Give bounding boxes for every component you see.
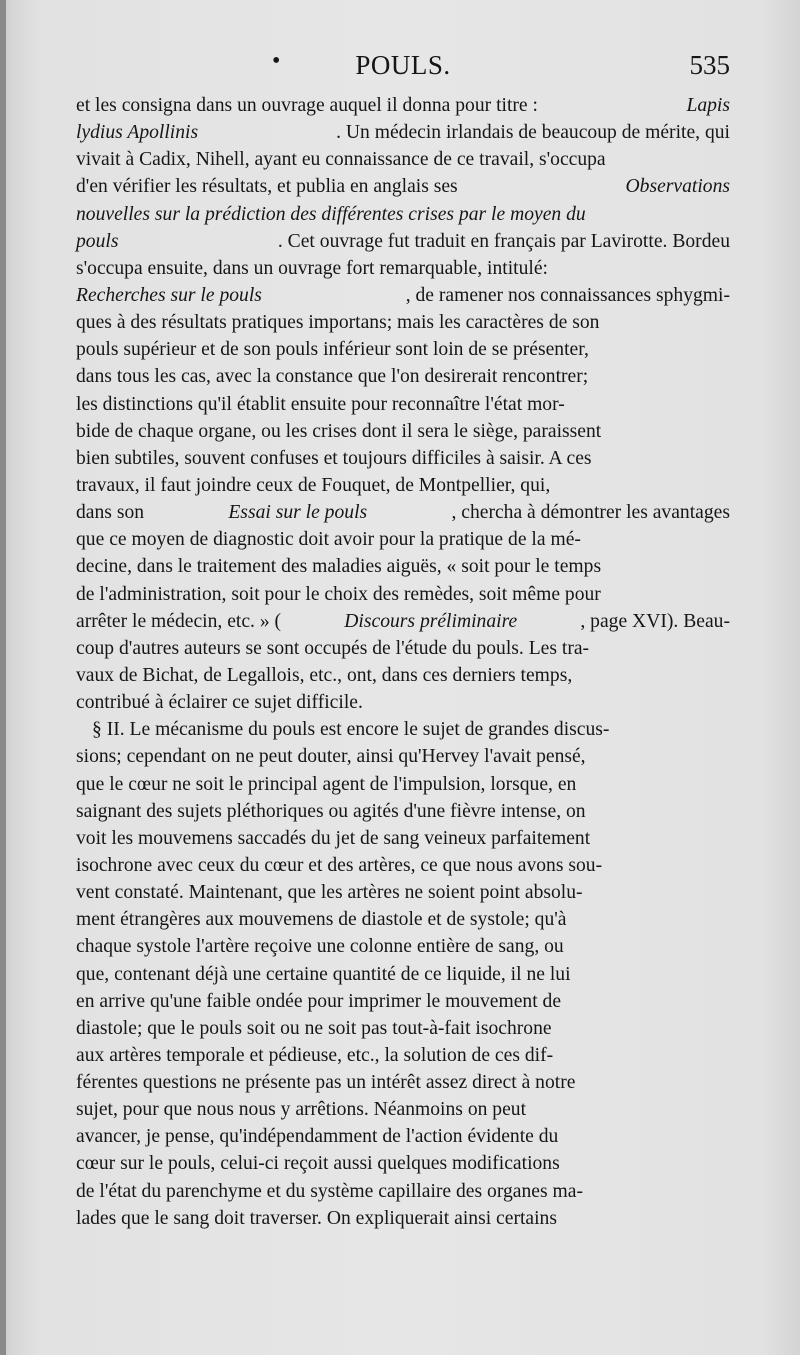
line-segment: saignant des sujets pléthoriques ou agités d'une fièvre intense, on — [76, 800, 586, 822]
line-segment: que le cœur ne soit le principal agent de l'impulsion, lorsque, en — [76, 773, 577, 795]
line-segment: vent constaté. Maintenant, que les artères ne soient point absolu- — [76, 882, 583, 904]
text-line — [76, 1150, 730, 1177]
line-segment: ment étrangères aux mouvemens de diastole et de systole; qu'à — [76, 909, 567, 931]
text-line — [76, 553, 730, 580]
line-segment: travaux, il faut joindre ceux de Fouquet, de Montpellier, qui, — [76, 474, 551, 496]
text-line — [76, 608, 730, 635]
text-line — [76, 173, 730, 200]
line-segment: , page XVI). Beau- — [580, 610, 730, 632]
line-segment: férentes questions ne présente pas un intérêt assez direct à notre — [76, 1072, 576, 1094]
line-segment: § II. Le mécanisme du pouls est encore le sujet de grandes discus- — [92, 719, 610, 741]
text-line — [76, 92, 730, 119]
line-segment: voit les mouvemens saccadés du jet de sang veineux parfaitement — [76, 827, 591, 849]
header-ornament: • — [272, 48, 281, 74]
text-line — [76, 1069, 730, 1096]
text-line — [76, 581, 730, 608]
line-segment: avancer, je pense, qu'indépendamment de l'action évidente du — [76, 1126, 559, 1148]
text-line — [76, 961, 730, 988]
text-line — [76, 716, 730, 743]
line-segment: de l'administration, soit pour le choix des remèdes, soit même pour — [76, 583, 601, 605]
line-segment: en arrive qu'une faible ondée pour imprimer le mouvement de — [76, 990, 562, 1012]
line-segment: arrêter le médecin, etc. » ( — [76, 610, 282, 632]
line-segment: coup d'autres auteurs se sont occupés de l'étude du pouls. Les tra- — [76, 637, 590, 659]
line-segment: s'occupa ensuite, dans un ouvrage fort remarquable, intitulé: — [76, 257, 548, 279]
text-line — [76, 1178, 730, 1205]
italic-segment: Observations — [625, 176, 730, 198]
italic-segment: Lapis — [686, 95, 730, 116]
text-line — [76, 146, 730, 173]
body-text — [76, 92, 730, 1232]
text-line — [76, 689, 730, 716]
text-line — [76, 771, 730, 798]
line-segment: d'en vérifier les résultats, et publia en anglais ses — [76, 176, 458, 198]
italic-segment: Discours préliminaire — [344, 610, 518, 632]
text-line — [76, 255, 730, 282]
line-segment: . Cet ouvrage fut traduit en français par Lavirotte. Bordeu — [277, 230, 730, 252]
text-line — [76, 906, 730, 933]
text-line — [76, 1042, 730, 1069]
text-line — [76, 499, 730, 526]
text-line — [76, 119, 730, 146]
text-line — [76, 933, 730, 960]
page-gutter — [0, 0, 6, 1355]
italic-segment: Essai sur le pouls — [228, 502, 368, 524]
text-line — [76, 852, 730, 879]
line-segment: que, contenant déjà une certaine quantité de ce liquide, il ne lui — [76, 963, 571, 985]
running-title: POULS. — [355, 50, 451, 80]
line-segment: bide de chaque organe, ou les crises dont il sera le siège, paraissent — [76, 420, 602, 442]
text-line — [76, 988, 730, 1015]
text-line — [76, 526, 730, 553]
line-segment: dans son — [76, 502, 145, 524]
italic-segment: pouls — [76, 230, 119, 252]
text-line — [76, 391, 730, 418]
line-segment: , de ramener nos connaissances sphygmi- — [405, 284, 730, 306]
text-line — [76, 336, 730, 363]
page-header — [76, 46, 730, 86]
text-line — [76, 472, 730, 499]
line-segment: contribué à éclairer ce sujet difficile. — [76, 692, 363, 714]
text-line — [76, 1015, 730, 1042]
line-segment: bien subtiles, souvent confuses et toujours difficiles à saisir. A ces — [76, 447, 592, 469]
line-segment: aux artères temporale et pédieuse, etc., la solution de ces dif- — [76, 1044, 554, 1066]
text-line — [76, 1096, 730, 1123]
text-line — [76, 282, 730, 309]
text-line — [76, 825, 730, 852]
page-number: 535 — [689, 50, 730, 80]
text-line — [76, 228, 730, 255]
text-line — [76, 363, 730, 390]
line-segment: diastole; que le pouls soit ou ne soit pas tout-à-fait isochrone — [76, 1017, 552, 1039]
text-line — [76, 418, 730, 445]
text-line — [76, 798, 730, 825]
line-segment: les distinctions qu'il établit ensuite pour reconnaître l'état mor- — [76, 393, 565, 415]
line-segment: , chercha à démontrer les avantages — [451, 502, 730, 524]
line-segment: ques à des résultats pratiques importans; mais les caractères de son — [76, 312, 600, 334]
line-segment: et les consigna dans un ouvrage auquel il donna pour titre : — [76, 95, 538, 116]
line-segment: sions; cependant on ne peut douter, ainsi qu'Hervey l'avait pensé, — [76, 746, 586, 768]
line-segment: isochrone avec ceux du cœur et des artères, ce que nous avons sou- — [76, 854, 603, 876]
text-line — [76, 309, 730, 336]
text-line — [76, 743, 730, 770]
line-segment: pouls supérieur et de son pouls inférieur sont loin de se présenter, — [76, 339, 589, 361]
text-line — [76, 1205, 730, 1232]
line-segment: chaque systole l'artère reçoive une colonne entière de sang, ou — [76, 936, 564, 958]
text-line — [76, 1123, 730, 1150]
line-segment: de l'état du parenchyme et du système capillaire des organes ma- — [76, 1180, 583, 1202]
line-segment: sujet, pour que nous nous y arrêtions. Néanmoins on peut — [76, 1099, 527, 1121]
line-segment: decine, dans le traitement des maladies aiguës, « soit pour le temps — [76, 556, 602, 578]
text-line — [76, 445, 730, 472]
italic-segment: Recherches sur le pouls — [76, 284, 262, 306]
text-line — [76, 879, 730, 906]
line-segment: . Un médecin irlandais de beaucoup de mérite, qui — [336, 122, 730, 144]
text-line — [76, 662, 730, 689]
line-segment: lades que le sang doit traverser. On expliquerait ainsi certains — [76, 1207, 557, 1229]
line-segment: dans tous les cas, avec la constance que l'on desirerait rencontrer; — [76, 366, 589, 388]
line-segment: vivait à Cadix, Nihell, ayant eu connaissance de ce travail, s'occupa — [76, 149, 606, 171]
line-segment: vaux de Bichat, de Legallois, etc., ont, dans ces derniers temps, — [76, 664, 573, 686]
text-line — [76, 201, 730, 228]
text-line — [76, 635, 730, 662]
italic-segment: lydius Apollinis — [76, 122, 199, 144]
line-segment: que ce moyen de diagnostic doit avoir pour la pratique de la mé- — [76, 529, 581, 551]
line-segment: cœur sur le pouls, celui-ci reçoit aussi quelques modifications — [76, 1153, 560, 1175]
italic-segment: nouvelles sur la prédiction des différentes crises par le moyen du — [76, 203, 586, 225]
